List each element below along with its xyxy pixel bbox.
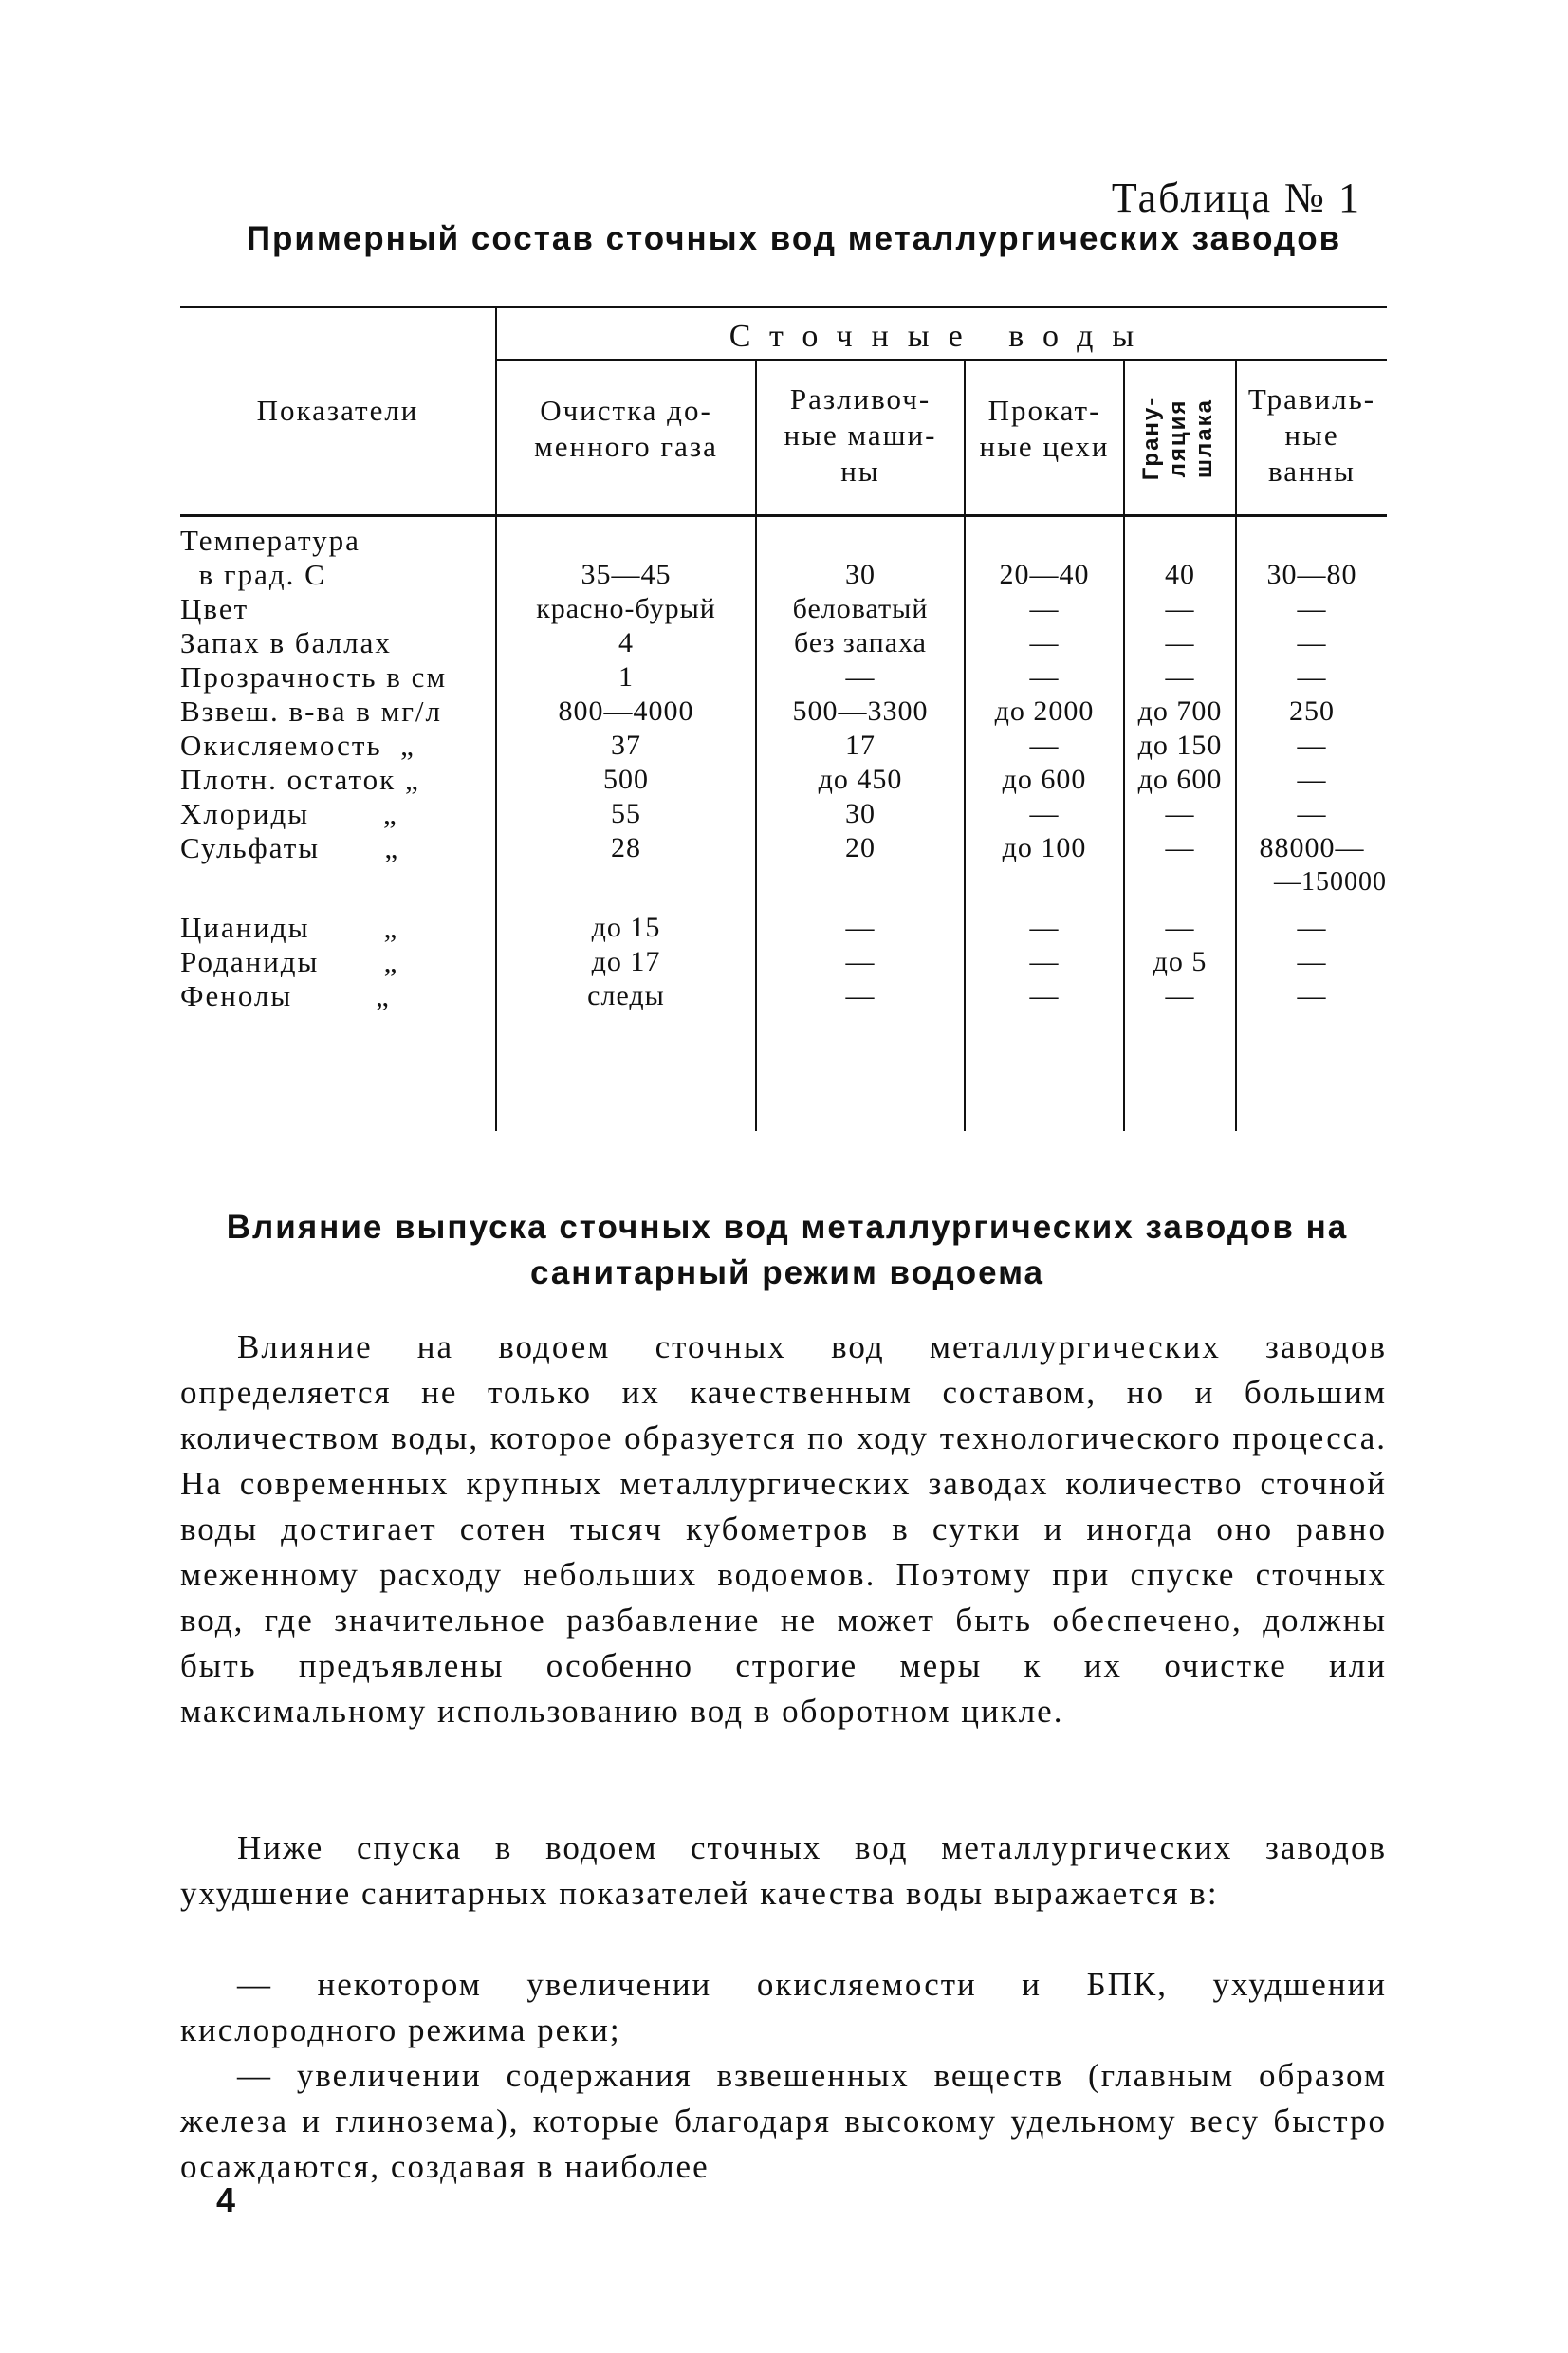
cell-pickling: — bbox=[1297, 627, 1327, 658]
cell-casting: 17 bbox=[845, 730, 876, 761]
cell-rolling: до 100 bbox=[1002, 832, 1087, 863]
column-header-rolling: Прокат- ные цехи bbox=[979, 394, 1110, 463]
cell-casting: 20 bbox=[845, 832, 876, 863]
cell-pickling: — bbox=[1297, 946, 1327, 977]
cell-rolling: — bbox=[1029, 593, 1060, 624]
row-label: в град. С bbox=[180, 558, 326, 591]
row-label: Температура bbox=[180, 524, 360, 557]
cell-rolling: до 600 bbox=[1002, 764, 1087, 795]
row-label: Фенолы „ bbox=[180, 979, 391, 1012]
cell-pickling: 30—80 bbox=[1266, 559, 1357, 590]
cell-blast: до 17 bbox=[591, 946, 661, 977]
cell-pickling: — bbox=[1297, 912, 1327, 943]
cell-casting: — bbox=[845, 946, 876, 977]
cell-slag: до 600 bbox=[1137, 764, 1223, 795]
cell-casting: без запаха bbox=[794, 627, 927, 658]
row-label: Запах в баллах bbox=[180, 626, 392, 659]
cell-pickling: — bbox=[1297, 980, 1327, 1011]
group-header-rule bbox=[495, 359, 1387, 361]
table-title: Примерный состав сточных вод металлургических заводов bbox=[246, 220, 1342, 257]
cell-blast: 4 bbox=[618, 627, 634, 658]
cell-blast: 800—4000 bbox=[558, 695, 694, 727]
cell-rolling: до 2000 bbox=[994, 695, 1095, 727]
cell-slag: — bbox=[1165, 980, 1195, 1011]
cell-slag: — bbox=[1165, 798, 1195, 829]
cell-slag: до 5 bbox=[1153, 946, 1208, 977]
cell-pickling: — bbox=[1297, 593, 1327, 624]
cell-slag: 40 bbox=[1165, 559, 1195, 590]
cell-pickling: — bbox=[1297, 730, 1327, 761]
cell-pickling: — bbox=[1297, 798, 1327, 829]
column-header-blast-furnace: Очистка до- менного газа bbox=[534, 394, 718, 463]
row-label: Окисляемость „ bbox=[180, 729, 415, 762]
paragraph-2: Ниже спуска в водоем сточных вод металлургических заводов ухудшение санитарных показателей качества воды выражается в: bbox=[180, 1829, 1387, 1912]
cell-casting: 500—3300 bbox=[792, 695, 929, 727]
composition-table bbox=[180, 306, 1387, 1131]
paragraph-4: — увеличении содержания взвешенных веществ (главным образом железа и глинозема), которые благодаря высокому удельному весу быстро осаждаются, создавая в наиболее bbox=[180, 2057, 1387, 2185]
cell-casting: 30 bbox=[845, 798, 876, 829]
row-label: Хлориды „ bbox=[180, 797, 398, 830]
cell-slag: — bbox=[1165, 832, 1195, 863]
cell-casting: до 450 bbox=[818, 764, 903, 795]
cell-blast: 28 bbox=[611, 832, 641, 863]
column-header-slag: Грану- ляция шлака bbox=[1138, 396, 1217, 481]
cell-rolling: — bbox=[1029, 627, 1060, 658]
cell-blast: 1 bbox=[618, 661, 634, 693]
cell-rolling: — bbox=[1029, 730, 1060, 761]
cell-pickling: —150000 bbox=[1274, 867, 1387, 897]
cell-casting: — bbox=[845, 661, 876, 693]
row-label: Взвеш. в-ва в мг/л bbox=[180, 695, 443, 728]
cell-slag: — bbox=[1165, 912, 1195, 943]
cell-blast: 500 bbox=[603, 764, 649, 795]
cell-blast: красно-бурый bbox=[536, 593, 716, 624]
cell-pickling: 88000— bbox=[1259, 832, 1365, 863]
row-label: Цвет bbox=[180, 592, 249, 625]
cell-pickling: 250 bbox=[1289, 695, 1335, 727]
cell-rolling: — bbox=[1029, 661, 1060, 693]
cell-slag: — bbox=[1165, 593, 1195, 624]
cell-slag: до 150 bbox=[1137, 730, 1223, 761]
section-title: Влияние выпуска сточных вод металлургических заводов на санитарный режим водоема bbox=[226, 1209, 1349, 1291]
cell-casting: — bbox=[845, 980, 876, 1011]
row-label: Роданиды „ bbox=[180, 945, 399, 978]
cell-casting: 30 bbox=[845, 559, 876, 590]
column-header-casting: Разливоч- ные маши- ны bbox=[784, 382, 937, 488]
cell-casting: беловатый bbox=[792, 593, 929, 624]
indicator-header: Показатели bbox=[256, 394, 419, 427]
wastewater-group-header: Сточные воды bbox=[729, 319, 1153, 354]
cell-casting: — bbox=[845, 912, 876, 943]
paragraph-1: Влияние на водоем сточных вод металлургических заводов определяется не только их качественным составом, но и большим количеством воды, которое образуется по ходу технологического процесса. На современных крупных металлургических заводах количество сточной воды достигает сотен тысяч кубометров в сутки и иногда оно равно меженному расходу небольших водоемов. Поэтому при спуске сточных вод, где значительное разбавление не может быть обеспечено, должны быть предъявлены особенно строгие меры к их очистке или максимальному использованию вод в оборотном цикле. bbox=[180, 1328, 1387, 1730]
cell-pickling: — bbox=[1297, 764, 1327, 795]
cell-blast: 37 bbox=[611, 730, 641, 761]
cell-pickling: — bbox=[1297, 661, 1327, 693]
cell-blast: 35—45 bbox=[581, 559, 672, 590]
cell-slag: — bbox=[1165, 627, 1195, 658]
cell-blast: следы bbox=[587, 980, 665, 1011]
header-bottom-rule bbox=[180, 514, 1387, 517]
cell-blast: до 15 bbox=[591, 912, 661, 943]
table-number: Таблица № 1 bbox=[1111, 175, 1361, 221]
cell-slag: — bbox=[1165, 661, 1195, 693]
row-label: Прозрачность в см bbox=[180, 660, 448, 694]
cell-rolling: — bbox=[1029, 980, 1060, 1011]
cell-rolling: 20—40 bbox=[999, 559, 1090, 590]
cell-slag: до 700 bbox=[1137, 695, 1223, 727]
table-top-rule bbox=[180, 306, 1387, 308]
cell-rolling: — bbox=[1029, 798, 1060, 829]
cell-blast: 55 bbox=[611, 798, 641, 829]
column-header-pickling: Травиль- ные ванны bbox=[1247, 382, 1376, 488]
page-number: 4 bbox=[216, 2180, 236, 2219]
paragraph-3: — некотором увеличении окисляемости и БПК, ухудшении кислородного режима реки; bbox=[180, 1966, 1387, 2048]
row-label: Сульфаты „ bbox=[180, 831, 400, 864]
cell-rolling: — bbox=[1029, 946, 1060, 977]
row-label: Цианиды „ bbox=[180, 911, 399, 944]
row-label: Плотн. остаток „ bbox=[180, 763, 420, 796]
cell-rolling: — bbox=[1029, 912, 1060, 943]
